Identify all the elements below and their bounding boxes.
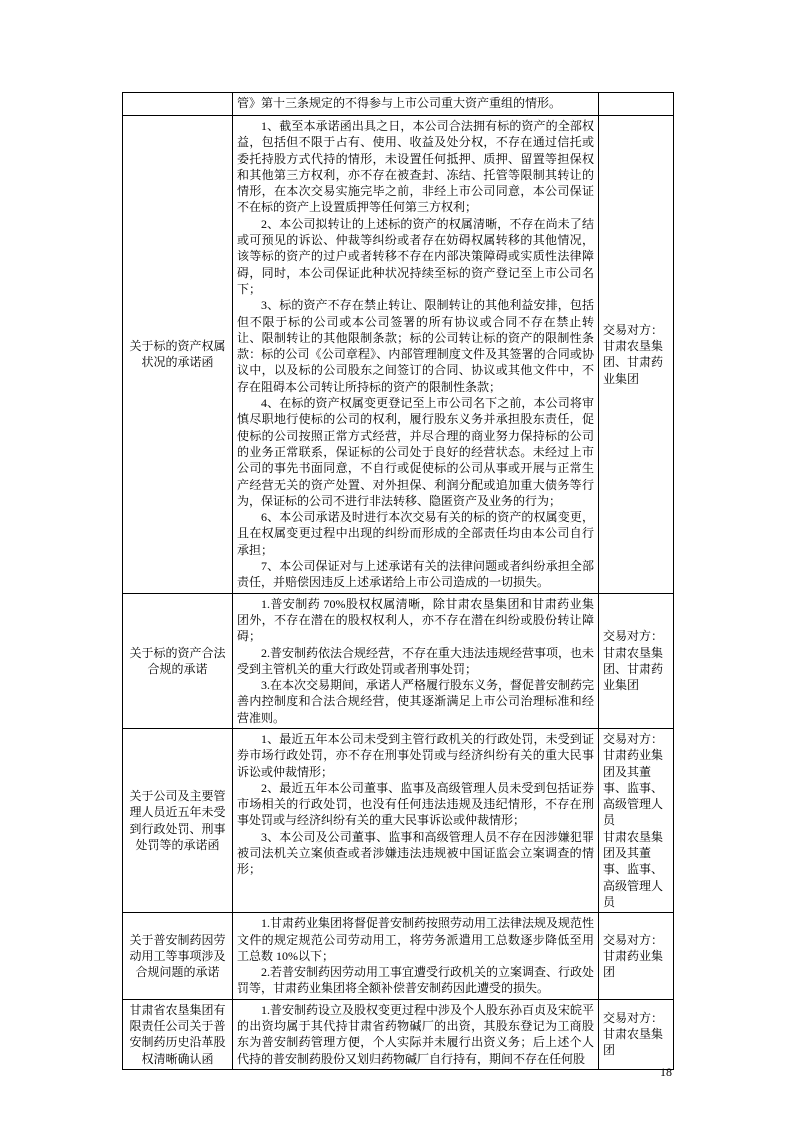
content-paragraph: 3、标的资产不存在禁止转让、限制转让的其他利益安排，包括但不限于标的公司或本公司签署的所有协议或合同不存在禁止转让、限制转让的其他限制条款；标的公司转让标的资产的限制性条款：标的公司《公司章程》、内部管理制度文件及其签署的合同或协议中，以及标的公司股东之间签订的合同、协议或其他文件中，不存在阻碍本公司转让所持标的资产的限制性条款； bbox=[237, 298, 594, 394]
content-paragraph: 7、本公司保证对与上述承诺有关的法律问题或者纠纷承担全部责任，并赔偿因违反上述承诺给上市公司造成的一切损失。 bbox=[237, 559, 594, 590]
counterparty-cell bbox=[599, 93, 674, 116]
commitment-title: 甘肃省农垦集团有限责任公司关于普安制药历史沿革股权清晰确认函 bbox=[129, 1002, 226, 1066]
commitment-title: 关于标的资产权属状况的承诺函 bbox=[129, 339, 226, 370]
commitment-title-cell bbox=[123, 728, 233, 912]
content-paragraph: 2.若普安制药因劳动用工事宜遭受行政机关的立案调查、行政处罚等，甘肃药业集团将全额补偿普安制药因此遭受的损失。 bbox=[237, 965, 595, 996]
content-paragraph: 2.普安制药依法合规经营，不存在重大违法违规经营事项，也未受到主管机关的重大行政处罚或者刑事处罚； bbox=[237, 645, 595, 676]
commitment-title-cell bbox=[123, 913, 233, 999]
counterparty-text: 交易对方：甘肃农垦集团、甘肃药业集团 bbox=[603, 629, 664, 693]
commitment-title-cell bbox=[123, 999, 233, 1069]
content-paragraph: 3、本公司及公司董事、监事和高级管理人员不存在因涉嫌犯罪被司法机关立案侦查或者涉嫌违法违规被中国证监会立案调查的情形； bbox=[237, 829, 594, 877]
counterparty-cell bbox=[599, 728, 674, 912]
table-row bbox=[123, 999, 674, 1069]
content-paragraph: 1、最近五年本公司未受到主管行政机关的行政处罚，未受到证券市场行政处罚，亦不存在刑事处罚或与经济纠纷有关的重大民事诉讼或仲裁情形； bbox=[237, 731, 594, 779]
content-paragraph: 1.甘肃药业集团将督促普安制药按照劳动用工法律法规及规范性文件的规定规范公司劳动用工，将劳务派遣用工总数逐步降低至用工总数 10%以下； bbox=[237, 916, 595, 963]
content-paragraph: 6、本公司承诺及时进行本次交易有关的标的资产的权属变更，且在权属变更过程中出现的纠纷而形成的全部责任均由本公司自行承担； bbox=[237, 510, 594, 557]
counterparty-text: 交易对方：甘肃农垦集团、甘肃药业集团 bbox=[603, 322, 664, 386]
counterparty-cell bbox=[599, 593, 674, 728]
commitment-title: 关于普安制药因劳动用工等事项涉及合规问题的承诺 bbox=[129, 932, 226, 980]
content-paragraph: 4、在标的资产权属变更登记至上市公司名下之前，本公司将审慎尽职地行使标的公司的权利，履行股东义务并承担股东责任，促使标的公司按照正常方式经营，并尽合理的商业努力保持标的公司的业务正常联系，保证标的公司处于良好的经营状态。未经过上市公司的事先书面同意，不自行或促使标的公司从事或开展与正常生产经营无关的资产处置、对外担保、利润分配或追加重大债务等行为，保证标的公司不进行非法转移、隐匿资产及业务的行为； bbox=[237, 396, 594, 508]
commitment-title-cell bbox=[123, 593, 233, 728]
counterparty-cell bbox=[599, 913, 674, 999]
counterparty-text: 交易对方：甘肃农垦集团 bbox=[603, 1010, 664, 1058]
content-paragraph: 1.普安制药 70%股权权属清晰，除甘肃农垦集团和甘肃药业集团外，不存在潜在的股权权利人，亦不存在潜在纠纷或股份转让障碍； bbox=[237, 596, 594, 644]
content-paragraph: 2、本公司拟转让的上述标的资产的权属清晰，不存在尚未了结或可预见的诉讼、仲裁等纠纷或者存在妨碍权属转移的其他情况，该等标的资产的过户或者转移不存在内部决策障碍或实质性法律障碍，同时，本公司保证此种状况持续至标的资产登记至上市公司名下； bbox=[237, 216, 594, 296]
counterparty-text: 交易对方：甘肃药业集团及其董事、监事、高级管理人员 bbox=[603, 731, 664, 828]
commitment-title: 关于公司及主要管理人员近五年未受到行政处罚、刑事处罚等的承诺函 bbox=[129, 789, 226, 852]
content-paragraph: 1、截至本承诺函出具之日，本公司合法拥有标的资产的全部权益，包括但不限于占有、使用、收益及处分权，不存在通过信托或委托持股方式代持的情形，未设置任何抵押、质押、留置等担保权和其他第三方权利，亦不存在被查封、冻结、托管等限制其转让的情形，在本次交易实施完毕之前，非经上市公司同意，本公司保证不在标的资产上设置质押等任何第三方权利； bbox=[237, 119, 594, 215]
table-row bbox=[123, 913, 674, 999]
commitments-table-body bbox=[123, 93, 674, 1070]
content-paragraph: 1.普安制药设立及股权变更过程中涉及个人股东孙百贞及宋皖平的出资均属于其代持甘肃省药物碱厂的出资，其股东登记为工商股东为普安制药管理方便，个人实际并未履行出资义务；后上述个人代持的普安制药股份又划归药物碱厂自行持有，期间不存在任何股 bbox=[237, 1002, 595, 1066]
content-paragraph: 2、最近五年本公司董事、监事及高级管理人员未受到包括证券市场相关的行政处罚，也没有任何违法违规及违纪情形，不存在刑事处罚或与经济纠纷有关的重大民事诉讼或仲裁情形； bbox=[237, 780, 594, 828]
counterparty-text: 甘肃农垦集团及其董事、监事、高级管理人员 bbox=[603, 829, 664, 909]
commitment-title-cell bbox=[123, 93, 233, 116]
commitments-table bbox=[122, 92, 674, 1070]
table-row bbox=[123, 593, 674, 728]
table-row bbox=[123, 93, 674, 116]
counterparty-cell bbox=[599, 999, 674, 1069]
commitment-title-cell bbox=[123, 116, 233, 594]
counterparty-text: 交易对方：甘肃药业集团 bbox=[603, 932, 664, 980]
content-paragraph: 3.在本次交易期间，承诺人严格履行股东义务，督促普安制药完善内控制度和合法合规经营，使其逐渐满足上市公司治理标准和经营准则。 bbox=[237, 678, 595, 725]
commitment-title: 关于标的资产合法合规的承诺 bbox=[129, 645, 226, 676]
page-number: 18 bbox=[660, 1065, 672, 1079]
table-row bbox=[123, 116, 674, 594]
commitment-content-cell bbox=[233, 116, 599, 594]
commitment-content-cell bbox=[233, 999, 599, 1069]
table-row bbox=[123, 728, 674, 912]
commitment-content-cell bbox=[233, 593, 599, 728]
commitment-content-cell bbox=[233, 728, 599, 912]
commitment-content-cell bbox=[233, 93, 599, 116]
content-paragraph: 管》第十三条规定的不得参与上市公司重大资产重组的情形。 bbox=[237, 96, 562, 110]
counterparty-cell bbox=[599, 116, 674, 594]
commitment-content-cell bbox=[233, 913, 599, 999]
